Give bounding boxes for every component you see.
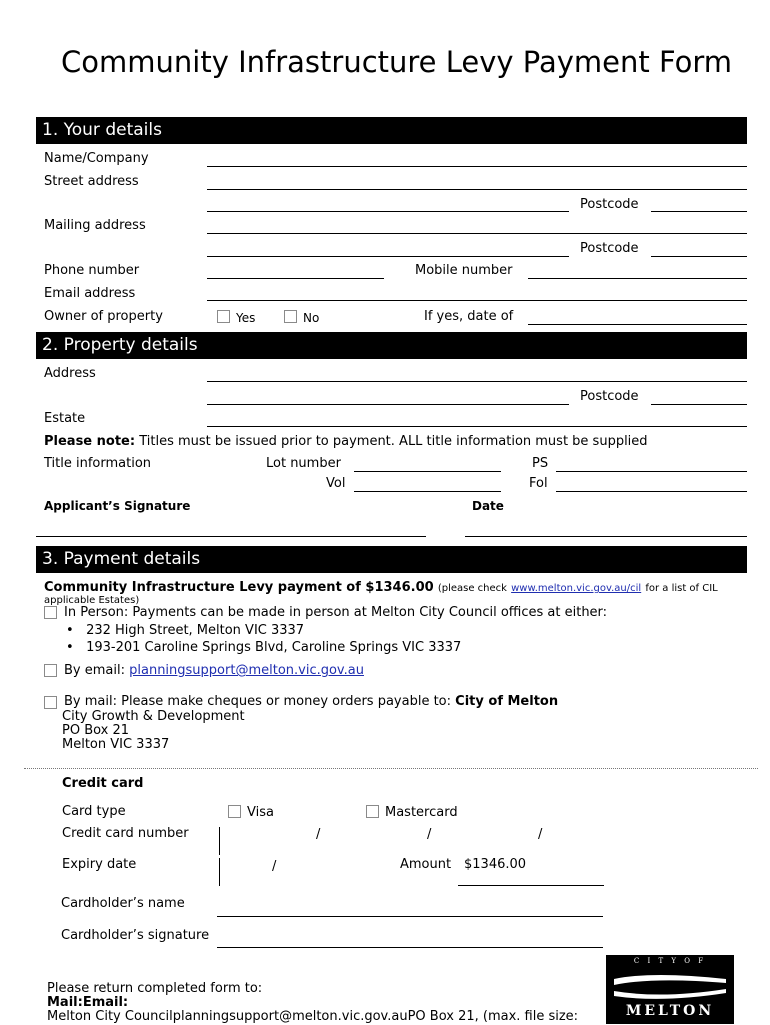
property-address-field-line2[interactable] bbox=[207, 404, 569, 405]
street-postcode-field[interactable] bbox=[651, 211, 747, 212]
page-title: Community Infrastructure Levy Payment Form bbox=[61, 45, 732, 80]
mailing-address-field-line2[interactable] bbox=[207, 256, 569, 257]
property-postcode-field[interactable] bbox=[651, 404, 747, 405]
card-number-label: Credit card number bbox=[62, 826, 189, 841]
levy-check-post: for a list of CIL bbox=[645, 583, 718, 594]
by-email-checkbox[interactable] bbox=[44, 664, 57, 677]
visa-checkbox[interactable] bbox=[228, 805, 241, 818]
street-address-field-line2[interactable] bbox=[207, 211, 569, 212]
planning-support-email-link[interactable]: planningsupport@melton.vic.gov.au bbox=[129, 663, 364, 678]
card-number-separator-2: / bbox=[427, 827, 432, 842]
mobile-number-label: Mobile number bbox=[415, 263, 513, 278]
mastercard-checkbox[interactable] bbox=[366, 805, 379, 818]
expiry-separator: / bbox=[272, 859, 277, 874]
by-email-text bbox=[64, 663, 364, 679]
office-item-caroline-springs: • 193-201 Caroline Springs Blvd, Caroline Springs VIC 3337 bbox=[66, 640, 462, 655]
by-email-label: By email: bbox=[64, 663, 125, 678]
street-postcode-label: Postcode bbox=[580, 197, 639, 212]
by-mail-label: By mail: Please make cheques or money orders payable to: bbox=[64, 694, 452, 709]
levy-amount-bold: Community Infrastructure Levy payment of $1346.00 bbox=[44, 580, 434, 595]
street-address-label: Street address bbox=[44, 174, 139, 189]
fol-field[interactable] bbox=[556, 491, 747, 492]
cardholder-signature-label: Cardholder’s signature bbox=[61, 928, 210, 943]
property-postcode-label: Postcode bbox=[580, 389, 639, 404]
fol-label: Fol bbox=[529, 476, 548, 491]
owner-no-checkbox[interactable] bbox=[284, 310, 297, 323]
vol-field[interactable] bbox=[354, 491, 501, 492]
expiry-date-label: Expiry date bbox=[62, 857, 137, 872]
cil-link[interactable]: www.melton.vic.gov.au/cil bbox=[511, 583, 642, 594]
office-melton-text: 232 High Street, Melton VIC 3337 bbox=[86, 623, 305, 638]
mobile-number-field[interactable] bbox=[528, 278, 747, 279]
email-address-label: Email address bbox=[44, 286, 136, 301]
cardholder-name-label: Cardholder’s name bbox=[61, 896, 185, 911]
amount-value: $1346.00 bbox=[464, 857, 527, 872]
mail-address-line3: Melton VIC 3337 bbox=[62, 737, 170, 752]
mailing-address-field[interactable] bbox=[207, 233, 747, 234]
phone-number-field[interactable] bbox=[207, 278, 384, 279]
mail-address-line2: PO Box 21 bbox=[62, 723, 130, 738]
section-payment-details-header: 3. Payment details bbox=[36, 546, 747, 573]
levy-check-line2: applicable Estates) bbox=[44, 595, 140, 606]
lot-number-label: Lot number bbox=[266, 456, 341, 471]
logo-wave-icon bbox=[612, 969, 728, 1001]
estate-field[interactable] bbox=[207, 426, 747, 427]
payee-name: City of Melton bbox=[455, 694, 559, 709]
levy-check-pre: (please check bbox=[437, 583, 507, 594]
property-address-field[interactable] bbox=[207, 381, 747, 382]
owner-yes-label: Yes bbox=[236, 311, 256, 325]
by-mail-checkbox[interactable] bbox=[44, 696, 57, 709]
mail-address-line1: City Growth & Development bbox=[62, 709, 245, 724]
please-note-body: Titles must be issued prior to payment. ALL title information must be supplied bbox=[139, 434, 648, 449]
cardholder-signature-field[interactable] bbox=[217, 947, 603, 948]
levy-amount-text bbox=[44, 580, 718, 596]
property-address-label: Address bbox=[44, 366, 96, 381]
return-address-line: Melton City Councilplanningsupport@melton.vic.gov.auPO Box 21, (max. file size: bbox=[47, 1009, 579, 1024]
ownership-date-field[interactable] bbox=[528, 324, 747, 325]
owner-of-property-label: Owner of property bbox=[44, 309, 163, 324]
phone-number-label: Phone number bbox=[44, 263, 140, 278]
if-yes-date-label: If yes, date of bbox=[424, 309, 514, 324]
name-company-label: Name/Company bbox=[44, 151, 149, 166]
office-caroline-springs-text: 193-201 Caroline Springs Blvd, Caroline Springs VIC 3337 bbox=[86, 640, 462, 655]
street-address-field[interactable] bbox=[207, 189, 747, 190]
signature-date-label: Date bbox=[472, 499, 504, 513]
title-information-label: Title information bbox=[44, 456, 152, 471]
visa-label: Visa bbox=[247, 805, 274, 820]
vol-label: Vol bbox=[326, 476, 346, 491]
card-type-label: Card type bbox=[62, 804, 126, 819]
owner-no-label: No bbox=[303, 311, 320, 325]
applicant-signature-field[interactable] bbox=[36, 536, 426, 537]
logo-melton-text: MELTON bbox=[625, 1003, 715, 1019]
expiry-date-field[interactable] bbox=[219, 858, 220, 886]
credit-card-heading: Credit card bbox=[62, 776, 144, 791]
cut-line-divider bbox=[24, 768, 758, 769]
mastercard-label: Mastercard bbox=[385, 805, 458, 820]
ps-label: PS bbox=[532, 456, 549, 471]
card-number-separator-3: / bbox=[538, 827, 543, 842]
estate-label: Estate bbox=[44, 411, 86, 426]
section-property-details-header: 2. Property details bbox=[36, 332, 747, 359]
card-number-separator-1: / bbox=[316, 827, 321, 842]
mailing-postcode-label: Postcode bbox=[580, 241, 639, 256]
amount-label: Amount bbox=[400, 857, 452, 872]
card-number-field[interactable] bbox=[219, 827, 220, 855]
amount-field[interactable] bbox=[458, 885, 604, 886]
applicant-signature-label: Applicant’s Signature bbox=[44, 499, 191, 513]
in-person-label: In Person: Payments can be made in person at Melton City Council offices at either: bbox=[64, 605, 608, 620]
in-person-checkbox[interactable] bbox=[44, 606, 57, 619]
owner-yes-checkbox[interactable] bbox=[217, 310, 230, 323]
please-note-text bbox=[44, 434, 648, 450]
return-instructions: Please return completed form to: bbox=[47, 981, 263, 996]
email-address-field[interactable] bbox=[207, 300, 747, 301]
mail-email-heading: Mail:Email: bbox=[47, 995, 129, 1010]
lot-number-field[interactable] bbox=[354, 471, 501, 472]
office-item-melton: • 232 High Street, Melton VIC 3337 bbox=[66, 623, 305, 638]
logo-city-of-text: C I T Y O F bbox=[633, 957, 707, 965]
mailing-address-label: Mailing address bbox=[44, 218, 146, 233]
ps-field[interactable] bbox=[556, 471, 747, 472]
cardholder-name-field[interactable] bbox=[217, 916, 603, 917]
please-note-bold: Please note: bbox=[44, 434, 136, 449]
city-of-melton-logo bbox=[606, 955, 734, 1024]
section-your-details-header: 1. Your details bbox=[36, 117, 747, 144]
by-mail-text bbox=[64, 694, 558, 710]
signature-date-field[interactable] bbox=[465, 536, 747, 537]
name-company-field[interactable] bbox=[207, 166, 747, 167]
mailing-postcode-field[interactable] bbox=[651, 256, 747, 257]
